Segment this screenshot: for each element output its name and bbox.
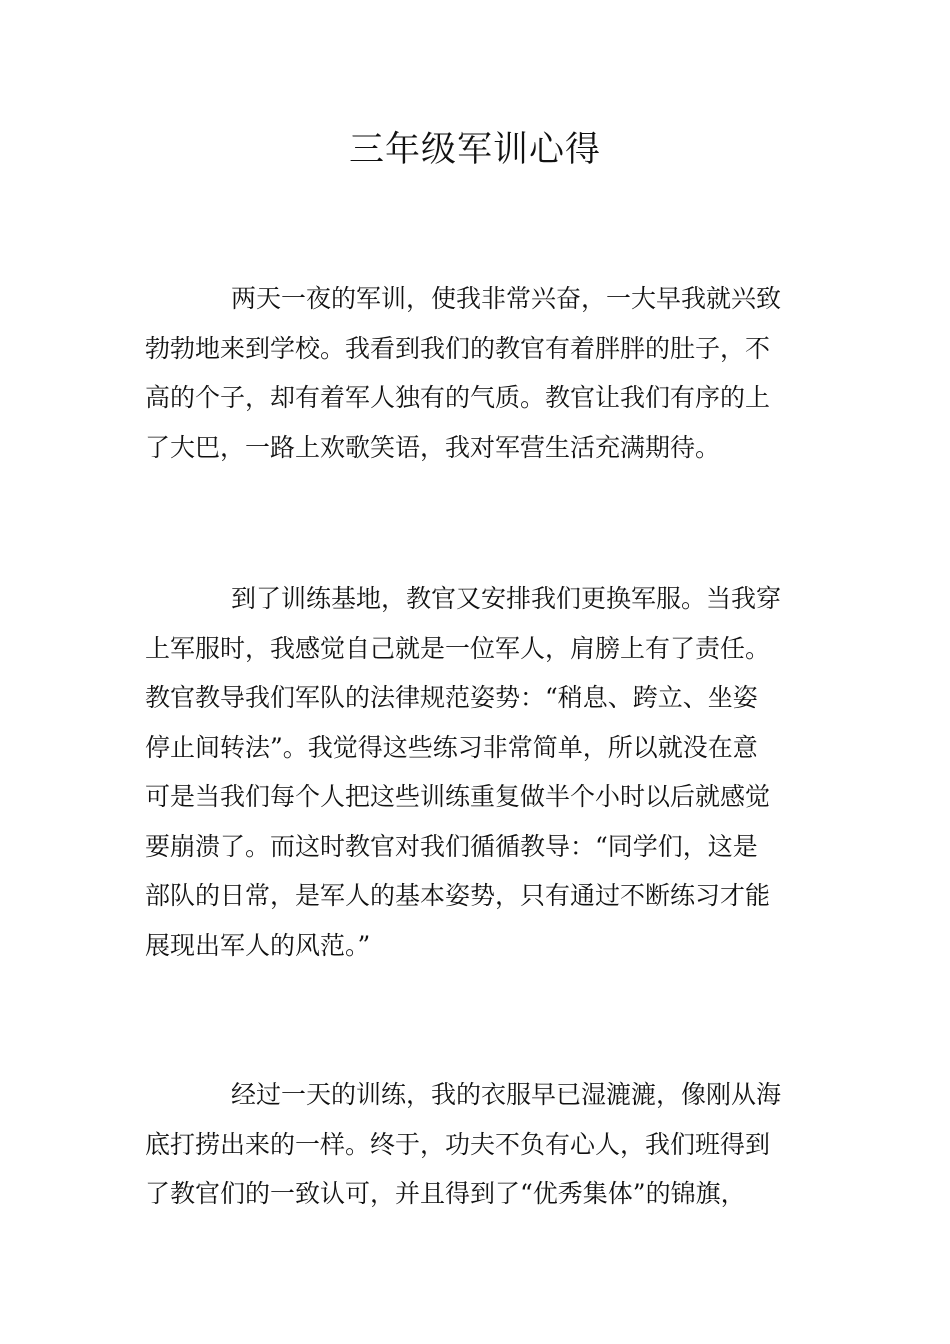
- paragraph-line: 了大巴，一路上欢歌笑语，我对军营生活充满期待。: [145, 432, 721, 462]
- paragraph-line: 了教官们的一致认可，并且得到了“优秀集体”的锦旗，: [145, 1179, 746, 1208]
- paragraph-line: 高的个子，却有着军人独有的气质。教官让我们有序的上: [145, 383, 771, 412]
- document-title: 三年级军训心得: [348, 130, 601, 170]
- paragraph-2: [145, 574, 807, 970]
- paragraph-line: 底打捞出来的一样。终于，功夫不负有心人，我们班得到: [145, 1129, 771, 1159]
- paragraph-line: 经过一天的训练，我的衣服早已湿漉漉，像刚从海: [231, 1080, 782, 1109]
- paragraph-line: 可是当我们每个人把这些训练重复做半个小时以后就感觉: [145, 782, 771, 811]
- paragraph-line: 到了训练基地，教官又安排我们更换军服。当我穿: [231, 584, 782, 613]
- paragraph-line: 展现出军人的风范。”: [145, 930, 371, 960]
- paragraph-3: [145, 1070, 807, 1219]
- paragraph-line: 要崩溃了。而这时教官对我们循循教导：“同学们，这是: [145, 831, 758, 861]
- paragraph-line: 部队的日常，是军人的基本姿势，只有通过不断练习才能: [145, 881, 771, 910]
- paragraph-line: 教官教导我们军队的法律规范姿势：“稍息、跨立、坐姿: [145, 683, 758, 712]
- paragraph-line: 两天一夜的军训，使我非常兴奋，一大早我就兴致: [231, 284, 782, 313]
- paragraph-1: [145, 274, 807, 472]
- paragraph-line: 停止间转法”。我觉得这些练习非常简单，所以就没在意: [145, 732, 758, 762]
- paragraph-line: 勃勃地来到学校。我看到我们的教官有着胖胖的肚子，不: [145, 333, 771, 363]
- paragraph-line: 上军服时，我感觉自己就是一位军人，肩膀上有了责任。: [145, 633, 771, 663]
